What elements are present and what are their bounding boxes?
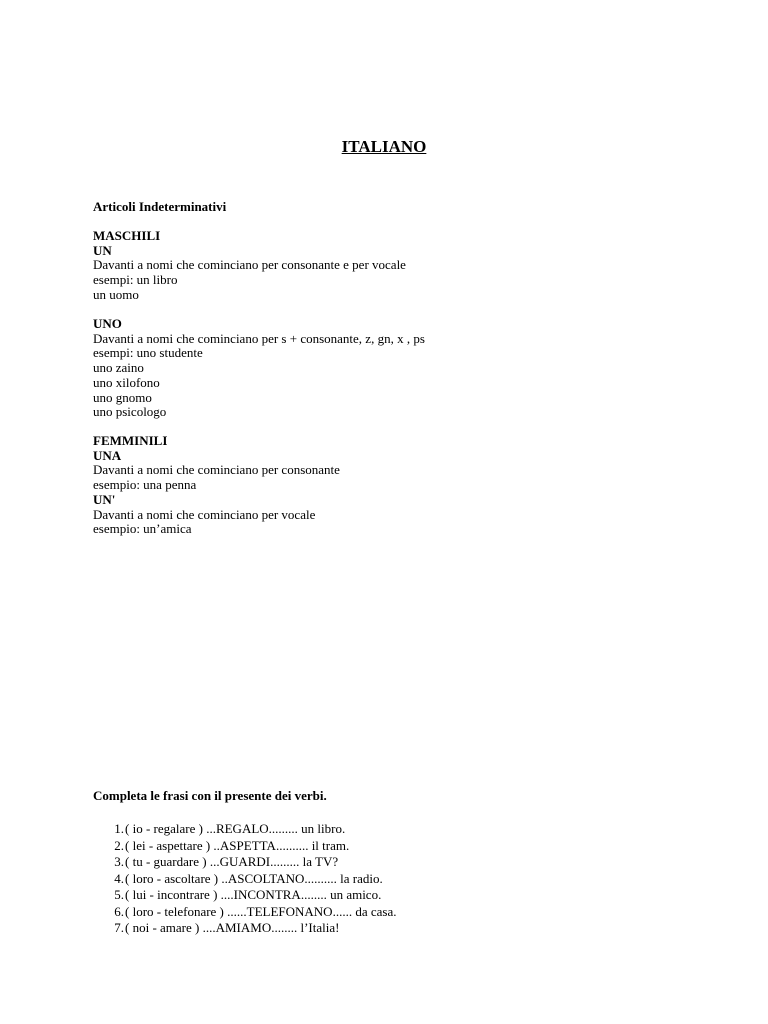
item-text: ( loro - ascoltare ) ..ASCOLTANO.......... la radio. [125, 870, 383, 886]
list-item [93, 920, 396, 937]
list-item [93, 821, 396, 838]
item-text: ( loro - telefonare ) ......TELEFONANO...... da casa. [125, 903, 397, 919]
item-text: ( lei - aspettare ) ..ASPETTA.......... il tram. [125, 837, 350, 853]
femminili-block [93, 434, 340, 537]
section-heading: Articoli Indeterminativi [93, 199, 227, 214]
un-apos-label: UN' [93, 491, 116, 507]
un-apos-example: esempio: un’amica [93, 521, 192, 537]
exercise-list [93, 821, 396, 937]
un-example-line: un uomo [93, 286, 139, 302]
un-example-line: esempi: un libro [93, 272, 178, 288]
una-rule: Davanti a nomi che cominciano per consonante [93, 462, 340, 478]
list-item [93, 871, 396, 888]
item-text: ( tu - guardare ) ...GUARDI......... la TV? [125, 854, 339, 869]
item-number: 1. [114, 821, 124, 836]
page-title: ITALIANO [341, 137, 427, 156]
item-text: ( lui - incontrare ) ....INCONTRA........ un amico. [125, 887, 382, 902]
maschili-uno-block [93, 317, 425, 420]
uno-label: UNO [93, 316, 122, 331]
uno-example-line: uno xilofono [93, 374, 160, 390]
exercise-instruction: Completa le frasi con il presente dei verbi. [93, 788, 327, 803]
item-number: 7. [114, 920, 124, 935]
list-item [93, 904, 396, 921]
femminili-heading: FEMMINILI [93, 433, 168, 448]
list-item [93, 854, 396, 871]
uno-example-line: uno zaino [93, 360, 144, 376]
un-rule: Davanti a nomi che cominciano per consonante e per vocale [93, 257, 406, 273]
un-apos-rule: Davanti a nomi che cominciano per vocale [93, 506, 316, 522]
uno-example-line: uno psicologo [93, 404, 167, 420]
uno-rule: Davanti a nomi che cominciano per s + consonante, z, gn, x , ps [93, 330, 425, 346]
exercise-instruction-block [93, 789, 327, 804]
un-label: UN [93, 242, 112, 258]
section-heading-block [93, 200, 226, 215]
list-item [93, 838, 396, 855]
item-number: 4. [114, 870, 124, 886]
item-text: ( noi - amare ) ....AMIAMO........ l’Italia! [125, 920, 340, 935]
maschili-un-block [93, 229, 406, 303]
uno-example-line: esempi: uno studente [93, 345, 203, 361]
una-label: UNA [93, 447, 122, 463]
list-item [93, 887, 396, 904]
uno-example-line: uno gnomo [93, 389, 152, 405]
maschili-heading: MASCHILI [93, 228, 161, 243]
item-number: 5. [114, 887, 124, 902]
item-number: 3. [114, 854, 124, 869]
item-number: 6. [114, 903, 124, 919]
una-example: esempio: una penna [93, 477, 197, 493]
item-text: ( io - regalare ) ...REGALO......... un libro. [125, 821, 346, 836]
item-number: 2. [114, 837, 124, 853]
